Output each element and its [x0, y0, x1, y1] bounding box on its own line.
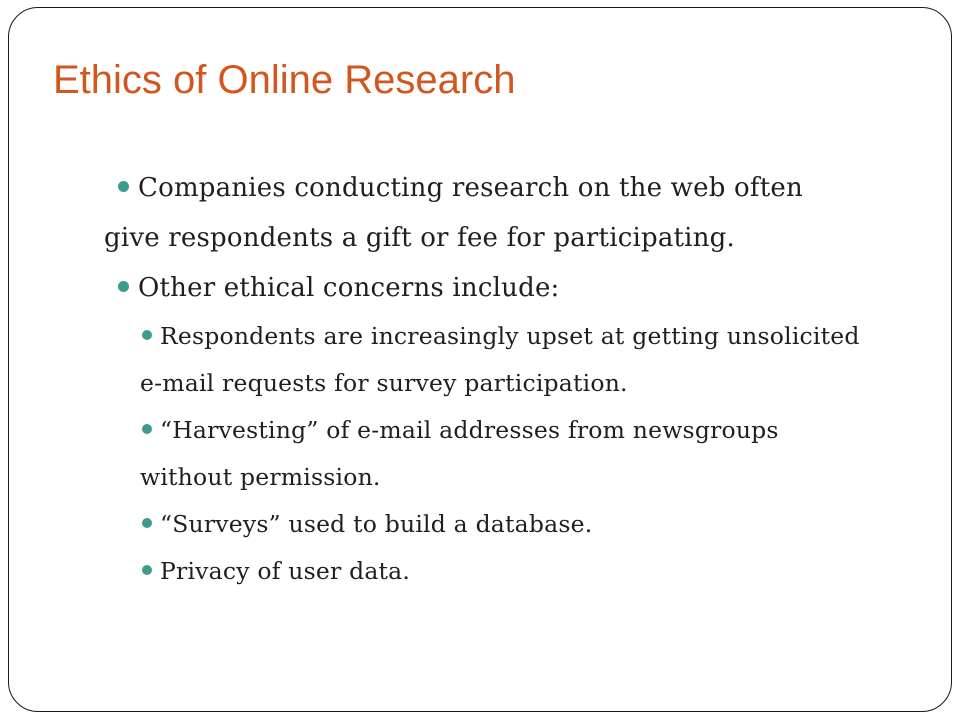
sub-bullet-text: “Surveys” used to build a database.: [160, 510, 593, 538]
slide-title: Ethics of Online Research: [53, 58, 516, 102]
sub-bullet-text: Privacy of user data.: [160, 557, 411, 585]
slide-frame: [8, 7, 952, 712]
bullet-item: [104, 263, 864, 313]
bullet-dot-icon: [142, 424, 152, 434]
bullet-item: [104, 163, 864, 263]
bullet-dot-icon: [118, 181, 129, 192]
bullet-dot-icon: [142, 330, 152, 340]
bullet-dot-icon: [142, 565, 152, 575]
bullet-list: [104, 163, 864, 595]
sub-bullet-item: [104, 548, 864, 595]
sub-bullet-item: [104, 501, 864, 548]
sub-bullet-text: Respondents are increasingly upset at getting unsolicited e-mail requests for survey participation.: [140, 322, 860, 397]
bullet-dot-icon: [142, 518, 152, 528]
sub-bullet-item: [104, 407, 864, 501]
bullet-dot-icon: [118, 281, 129, 292]
bullet-text: Companies conducting research on the web often give respondents a gift or fee for participating.: [104, 173, 803, 253]
bullet-text: Other ethical concerns include:: [138, 273, 560, 303]
sub-bullet-text: “Harvesting” of e-mail addresses from newsgroups without permission.: [140, 416, 779, 491]
sub-bullet-item: [104, 313, 864, 407]
